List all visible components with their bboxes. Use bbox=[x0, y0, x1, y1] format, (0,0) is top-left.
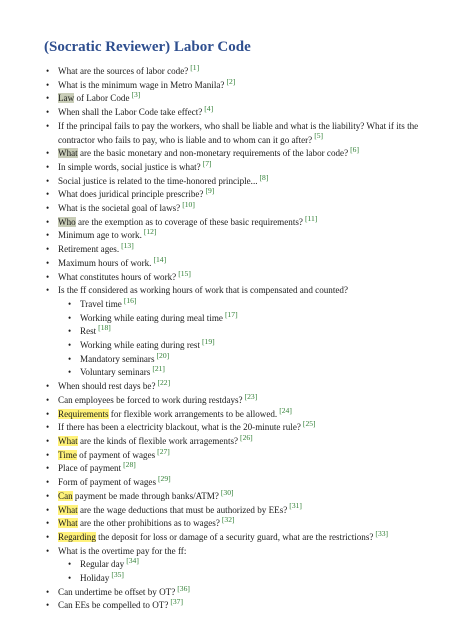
item-text: are the basic monetary and non-monetary requirements of the labor code? bbox=[77, 148, 349, 159]
sub-list-item bbox=[58, 325, 444, 339]
footnote-ref[interactable]: [10] bbox=[182, 200, 195, 209]
item-text: are the other prohibitions as to wages? bbox=[77, 518, 220, 529]
list-item bbox=[44, 229, 444, 243]
sub-list-item bbox=[58, 569, 444, 586]
footnote-ref[interactable]: [25] bbox=[302, 419, 316, 429]
footnote-ref[interactable]: [31] bbox=[289, 501, 302, 511]
highlighted-text: Requirements bbox=[58, 408, 109, 419]
item-text: are the exemption as to coverage of these basic requirements? bbox=[75, 216, 303, 227]
item-text: Place of payment bbox=[58, 463, 122, 474]
list-item bbox=[44, 62, 444, 79]
highlighted-text: What bbox=[58, 518, 78, 529]
list-item bbox=[44, 545, 444, 586]
footnote-ref[interactable]: [32] bbox=[221, 515, 235, 525]
item-text: If the principal fails to pay the workers, who shall be liable and what is the liability? What if its the contractor who fails to pay, who is liable and to whom can it go after? bbox=[58, 120, 419, 145]
footnote-ref[interactable]: [15] bbox=[178, 268, 191, 278]
item-text: are the kinds of flexible work arragements? bbox=[77, 435, 239, 446]
list-item bbox=[44, 172, 444, 189]
list-item bbox=[44, 106, 444, 120]
highlighted-text: What bbox=[58, 504, 78, 515]
item-text: Rest bbox=[80, 326, 97, 337]
item-text: Can undertime be offset by OT? bbox=[58, 586, 176, 597]
item-text: Mandatory seminars bbox=[80, 353, 155, 364]
list-item bbox=[44, 158, 444, 175]
list-item bbox=[44, 213, 444, 230]
item-text: are the wage deductions that must be authorized by EEs? bbox=[77, 504, 288, 515]
item-text: Holiday bbox=[80, 573, 110, 584]
item-text: Can EEs be compelled to OT? bbox=[58, 600, 169, 611]
item-text: payment be made through banks/ATM? bbox=[72, 490, 219, 501]
item-text: What is the societal goal of laws? bbox=[58, 203, 181, 214]
sub-list bbox=[58, 295, 444, 380]
footnote-ref[interactable]: [11] bbox=[304, 213, 318, 223]
item-text: Working while eating during rest bbox=[80, 340, 200, 351]
list-item bbox=[44, 391, 444, 408]
sub-list-item bbox=[58, 339, 444, 353]
footnote-ref[interactable]: [27] bbox=[157, 446, 170, 456]
list-item bbox=[44, 243, 444, 257]
item-text: What is the overtime pay for the ff: bbox=[58, 545, 187, 556]
item-text: Retirement ages. bbox=[58, 244, 120, 255]
footnote-ref[interactable]: [23] bbox=[244, 391, 258, 401]
footnote-ref[interactable]: [3] bbox=[131, 90, 141, 100]
footnote-ref[interactable]: [37] bbox=[170, 597, 184, 607]
highlighted-text: Regarding bbox=[58, 531, 96, 542]
footnote-ref[interactable]: [1] bbox=[190, 62, 200, 72]
highlighted-text: What bbox=[58, 435, 78, 446]
item-text: What is the minimum wage in Metro Manila? bbox=[58, 79, 225, 90]
item-text: of Labor Code bbox=[74, 93, 130, 104]
footnote-ref[interactable]: [22] bbox=[157, 378, 171, 388]
list-item bbox=[44, 76, 444, 93]
item-text: In simple words, social justice is what? bbox=[58, 161, 201, 172]
footnote-ref[interactable]: [24] bbox=[279, 405, 292, 415]
footnote-ref[interactable]: [33] bbox=[375, 528, 389, 538]
sub-list bbox=[58, 558, 444, 585]
footnote-ref[interactable]: [8] bbox=[259, 172, 269, 182]
highlighted-text: What bbox=[58, 148, 78, 159]
highlighted-text: Law bbox=[58, 93, 75, 104]
footnote-ref[interactable]: [17] bbox=[224, 309, 238, 319]
footnote-ref[interactable]: [34] bbox=[126, 556, 139, 566]
footnote-ref[interactable]: [28] bbox=[123, 460, 136, 470]
highlighted-text: Can bbox=[58, 490, 73, 501]
footnote-ref[interactable]: [19] bbox=[202, 337, 215, 347]
footnote-ref[interactable]: [36] bbox=[177, 583, 190, 593]
footnote-ref[interactable]: [2] bbox=[226, 76, 236, 86]
item-text: When should rest days be? bbox=[58, 381, 156, 392]
list-item bbox=[44, 92, 444, 106]
question-list bbox=[44, 62, 444, 613]
item-text: When shall the Labor Code take effect? bbox=[58, 107, 203, 118]
list-item bbox=[44, 446, 444, 463]
item-text: Is the ff considered as working hours of work that is compensated and counted? bbox=[58, 285, 348, 296]
sub-list-item bbox=[58, 295, 444, 312]
item-text: of payment of wages bbox=[76, 449, 156, 460]
footnote-ref[interactable]: [16] bbox=[123, 295, 137, 305]
footnote-ref[interactable]: [29] bbox=[158, 474, 171, 484]
footnote-ref[interactable]: [35] bbox=[111, 569, 124, 579]
item-text: Form of payment of wages bbox=[58, 477, 156, 488]
item-text: Minimum age to work. bbox=[58, 230, 142, 241]
page-title: (Socratic Reviewer) Labor Code bbox=[44, 39, 251, 55]
item-text: Can employees be forced to work during restdays? bbox=[58, 394, 243, 405]
item-text: Regular day bbox=[80, 559, 125, 570]
list-item bbox=[44, 254, 444, 271]
list-item bbox=[44, 462, 444, 476]
item-text: Travel time bbox=[80, 298, 122, 309]
sub-list-item bbox=[58, 366, 444, 380]
highlighted-text: Who bbox=[58, 216, 76, 227]
list-item bbox=[44, 120, 444, 147]
list-item bbox=[44, 380, 444, 394]
list-item bbox=[44, 284, 444, 380]
item-text: Maximum hours of work. bbox=[58, 257, 152, 268]
footnote-ref[interactable]: [7] bbox=[202, 158, 212, 168]
item-text: What are the sources of labor code? bbox=[58, 66, 189, 76]
item-text: Working while eating during meal time bbox=[80, 312, 223, 323]
footnote-ref[interactable]: [26] bbox=[240, 432, 253, 442]
footnote-ref[interactable]: [13] bbox=[121, 241, 134, 251]
footnote-ref[interactable]: [12] bbox=[143, 227, 157, 237]
sub-list-item bbox=[58, 309, 444, 326]
sub-list-item bbox=[58, 350, 444, 367]
item-text: What constitutes hours of work? bbox=[58, 271, 177, 282]
list-item bbox=[44, 583, 444, 600]
list-item bbox=[44, 147, 444, 161]
list-item bbox=[44, 432, 444, 449]
list-item bbox=[44, 476, 444, 490]
footnote-ref[interactable]: [18] bbox=[98, 323, 111, 333]
item-text: the deposit for loss or damage of a security guard, what are the restrictions? bbox=[95, 531, 374, 542]
item-text: Voluntary seminars bbox=[80, 367, 151, 378]
item-text: What does juridical principle prescribe? bbox=[58, 189, 204, 200]
item-text: Social justice is related to the time-honored principle... bbox=[58, 175, 258, 186]
footnote-ref[interactable]: [30] bbox=[220, 487, 234, 497]
list-item bbox=[44, 501, 444, 518]
footnote-ref[interactable]: [5] bbox=[314, 131, 324, 141]
highlighted-text: Time bbox=[58, 449, 77, 460]
list-item bbox=[44, 188, 444, 202]
list-item bbox=[44, 202, 444, 216]
footnote-ref[interactable]: [4] bbox=[204, 104, 214, 114]
item-text: If there has been a electricity blackout, what is the 20-minute rule? bbox=[58, 422, 301, 433]
list-item bbox=[44, 599, 444, 613]
list-item bbox=[44, 405, 444, 422]
footnote-ref[interactable]: [6] bbox=[350, 145, 359, 155]
item-text: for flexible work arrangements to be allowed. bbox=[108, 408, 278, 419]
list-item bbox=[44, 487, 444, 504]
footnote-ref[interactable]: [21] bbox=[152, 364, 165, 374]
footnote-ref[interactable]: [20] bbox=[156, 350, 170, 360]
footnote-ref[interactable]: [9] bbox=[205, 186, 215, 196]
footnote-ref[interactable]: [14] bbox=[153, 254, 167, 264]
list-item bbox=[44, 268, 444, 285]
list-item bbox=[44, 528, 444, 545]
